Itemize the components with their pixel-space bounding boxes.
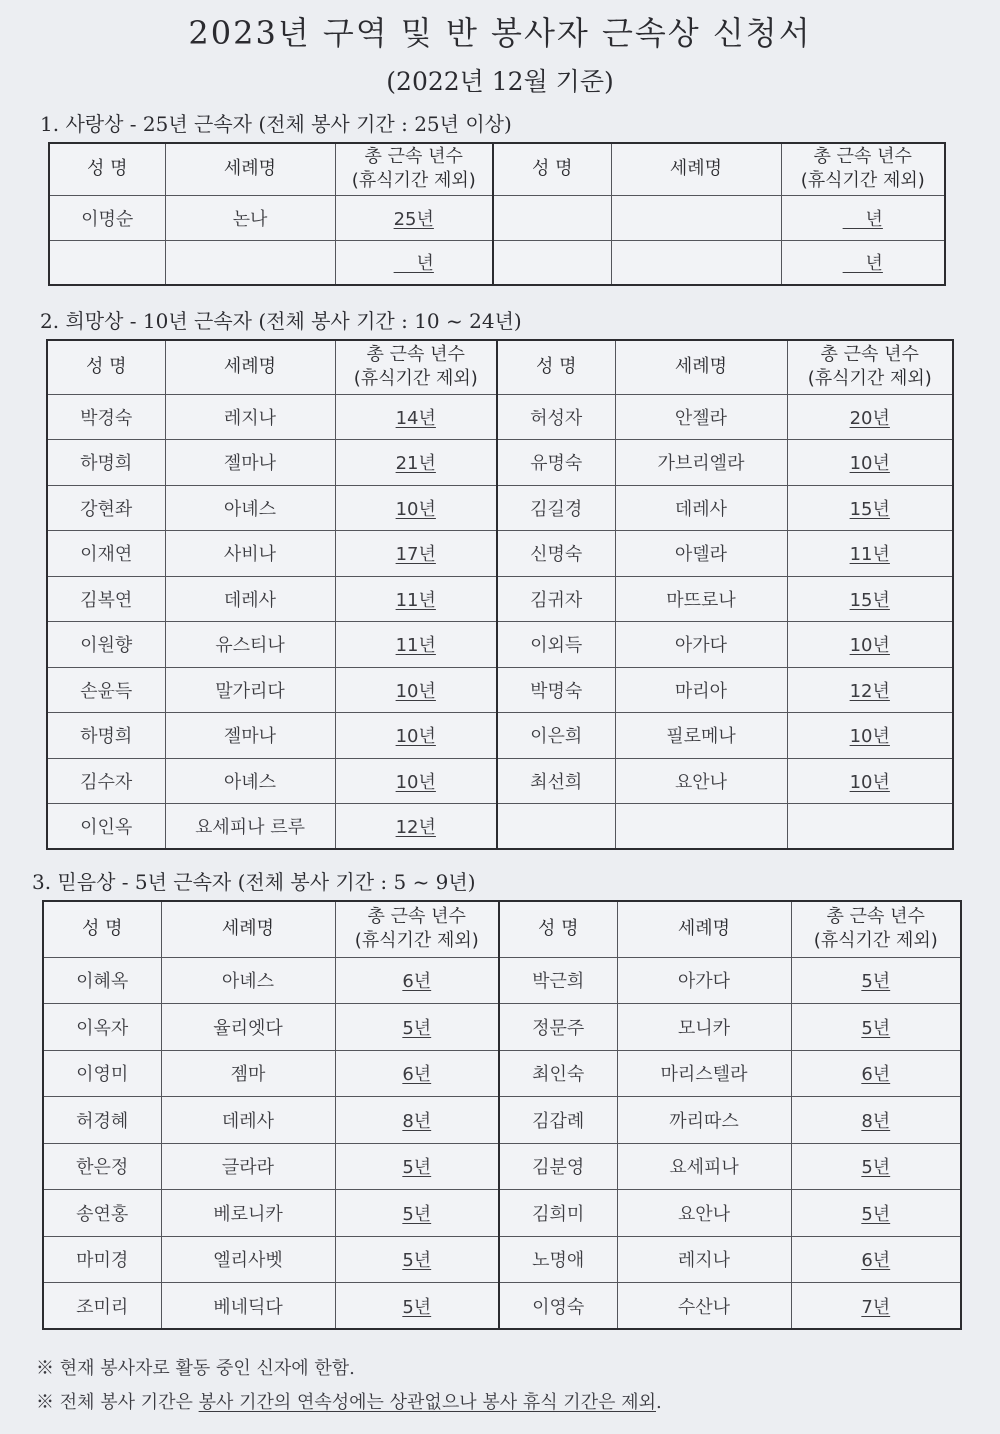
cell-baptism: 요안나 <box>617 1190 791 1237</box>
cell-years <box>335 667 497 713</box>
years-value: 11년 <box>849 544 890 566</box>
years-value: 10년 <box>849 726 890 748</box>
cell-years <box>335 485 497 531</box>
cell-name: 하명희 <box>47 440 165 486</box>
cell-years <box>335 957 499 1004</box>
years-value: 8년 <box>402 1110 432 1132</box>
cell-years <box>791 1283 961 1330</box>
cell-years <box>791 1190 961 1237</box>
table-header-row <box>47 340 953 394</box>
cell-years <box>787 576 953 622</box>
cell-name: 김분영 <box>499 1143 617 1190</box>
cell-baptism: 레지나 <box>165 394 335 440</box>
years-value: 25년 <box>393 208 434 230</box>
cell-years <box>781 240 945 285</box>
table-row <box>47 667 953 713</box>
cell-years <box>335 394 497 440</box>
cell-years <box>791 1004 961 1051</box>
cell-years <box>335 1283 499 1330</box>
cell-baptism: 말가리다 <box>165 667 335 713</box>
cell-baptism: 아가다 <box>617 957 791 1004</box>
header-baptism: 세례명 <box>161 901 335 957</box>
footnote-2-underlined: 봉사 기간의 연속성에는 상관없으나 봉사 휴식 기간은 제외 <box>198 1392 656 1413</box>
years-value: 5년 <box>861 1203 891 1225</box>
cell-name: 김희미 <box>499 1190 617 1237</box>
cell-years <box>791 957 961 1004</box>
cell-baptism: 가브리엘라 <box>615 440 787 486</box>
years-value: 년 <box>393 253 434 275</box>
header-baptism: 세례명 <box>611 143 781 195</box>
cell-years <box>335 713 497 759</box>
years-value: 12년 <box>849 680 890 702</box>
years-value: 5년 <box>402 1203 432 1225</box>
header-name: 성 명 <box>49 143 165 195</box>
years-value: 6년 <box>861 1064 891 1086</box>
cell-years <box>335 1050 499 1097</box>
cell-baptism: 마리아 <box>615 667 787 713</box>
cell-years <box>335 240 493 285</box>
cell-name: 박경숙 <box>47 394 165 440</box>
cell-baptism: 마리스텔라 <box>617 1050 791 1097</box>
cell-baptism: 베네딕다 <box>161 1283 335 1330</box>
cell-name: 이재연 <box>47 531 165 577</box>
years-value: 10년 <box>395 771 436 793</box>
cell-name: 한은정 <box>43 1143 161 1190</box>
cell-years <box>335 195 493 240</box>
section-heading-love: 1. 사랑상 - 25년 근속자 (전체 봉사 기간 : 25년 이상) <box>40 112 512 136</box>
cell-years <box>335 1143 499 1190</box>
header-name: 성 명 <box>493 143 611 195</box>
years-value: 11년 <box>395 589 436 611</box>
header-years-line2: (휴식기간 제외) <box>353 368 478 390</box>
section-table-hope <box>46 339 954 850</box>
cell-baptism: 엘리사벳 <box>161 1236 335 1283</box>
header-name: 성 명 <box>43 901 161 957</box>
cell-name: 최선희 <box>497 758 615 804</box>
cell-years <box>787 531 953 577</box>
table-row <box>47 758 953 804</box>
years-value: 5년 <box>861 1157 891 1179</box>
header-years-line2: (휴식기간 제외) <box>354 930 479 952</box>
cell-years <box>791 1143 961 1190</box>
table-row <box>47 485 953 531</box>
footnote-1: ※ 현재 봉사자로 활동 중인 신자에 한함. <box>36 1358 355 1379</box>
table-body <box>43 901 961 1329</box>
cell-years <box>335 1004 499 1051</box>
table-row <box>49 240 945 285</box>
years-value: 21년 <box>395 453 436 475</box>
header-name: 성 명 <box>497 340 615 394</box>
cell-baptism: 아녜스 <box>161 957 335 1004</box>
cell-baptism: 베로니카 <box>161 1190 335 1237</box>
years-value: 6년 <box>861 1250 891 1272</box>
cell-baptism: 안젤라 <box>615 394 787 440</box>
cell-name: 이인옥 <box>47 804 165 850</box>
years-value: 17년 <box>395 544 436 566</box>
table-row <box>47 440 953 486</box>
cell-baptism: 아가다 <box>615 622 787 668</box>
section-table-love <box>48 142 946 286</box>
table-row <box>47 804 953 850</box>
cell-name: 이혜옥 <box>43 957 161 1004</box>
years-value: 10년 <box>395 498 436 520</box>
header-years <box>787 340 953 394</box>
section-table-faith <box>42 900 962 1330</box>
cell-name: 김수자 <box>47 758 165 804</box>
header-years <box>335 340 497 394</box>
cell-years <box>335 440 497 486</box>
cell-baptism: 논나 <box>165 195 335 240</box>
header-baptism: 세례명 <box>617 901 791 957</box>
table-row <box>43 1143 961 1190</box>
cell-years <box>787 758 953 804</box>
cell-baptism: 젬마 <box>161 1050 335 1097</box>
cell-baptism <box>611 195 781 240</box>
table-header-row <box>43 901 961 957</box>
cell-name: 하명희 <box>47 713 165 759</box>
cell-name: 허경혜 <box>43 1097 161 1144</box>
cell-baptism: 필로메나 <box>615 713 787 759</box>
cell-name: 노명애 <box>499 1236 617 1283</box>
cell-baptism: 데레사 <box>165 576 335 622</box>
cell-name: 손윤득 <box>47 667 165 713</box>
years-value: 7년 <box>861 1296 891 1318</box>
cell-baptism: 모니카 <box>617 1004 791 1051</box>
header-baptism: 세례명 <box>165 340 335 394</box>
header-years-line2: (휴식기간 제외) <box>813 930 938 952</box>
cell-years <box>787 485 953 531</box>
cell-baptism: 아녜스 <box>165 758 335 804</box>
cell-baptism: 데레사 <box>161 1097 335 1144</box>
cell-baptism <box>615 804 787 850</box>
cell-name <box>49 240 165 285</box>
years-value: 6년 <box>402 971 432 993</box>
cell-years <box>335 1190 499 1237</box>
years-value: 5년 <box>861 971 891 993</box>
cell-name: 마미경 <box>43 1236 161 1283</box>
cell-baptism: 요세피나 르루 <box>165 804 335 850</box>
header-years <box>335 901 499 957</box>
years-value: 10년 <box>849 453 890 475</box>
cell-name <box>493 240 611 285</box>
cell-years <box>787 440 953 486</box>
cell-baptism: 사비나 <box>165 531 335 577</box>
years-value: 5년 <box>402 1250 432 1272</box>
cell-years <box>787 667 953 713</box>
cell-name: 송연홍 <box>43 1190 161 1237</box>
cell-years <box>781 195 945 240</box>
header-years-line1: 총 근속 년수 <box>813 146 912 168</box>
footnote-2 <box>36 1388 662 1414</box>
years-value: 년 <box>842 208 883 230</box>
page-title: 2023년 구역 및 반 봉사자 근속상 신청서 <box>188 14 812 52</box>
cell-baptism: 데레사 <box>615 485 787 531</box>
years-value: 5년 <box>402 1157 432 1179</box>
cell-baptism: 글라라 <box>161 1143 335 1190</box>
header-baptism: 세례명 <box>165 143 335 195</box>
cell-name <box>497 804 615 850</box>
cell-baptism: 율리엣다 <box>161 1004 335 1051</box>
cell-baptism: 요안나 <box>615 758 787 804</box>
header-years-line1: 총 근속 년수 <box>820 344 919 366</box>
years-value: 년 <box>842 253 883 275</box>
years-value: 10년 <box>395 726 436 748</box>
cell-name: 박명숙 <box>497 667 615 713</box>
cell-years <box>787 804 953 850</box>
cell-years <box>791 1097 961 1144</box>
header-years-line1: 총 근속 년수 <box>367 906 466 928</box>
cell-baptism: 마뜨로나 <box>615 576 787 622</box>
cell-name: 이외득 <box>497 622 615 668</box>
section-heading-faith: 3. 믿음상 - 5년 근속자 (전체 봉사 기간 : 5 ~ 9년) <box>32 870 476 894</box>
header-years-line1: 총 근속 년수 <box>826 906 925 928</box>
header-name: 성 명 <box>47 340 165 394</box>
years-value: 14년 <box>395 407 436 429</box>
table-row <box>47 713 953 759</box>
table-row <box>47 394 953 440</box>
cell-name: 이명순 <box>49 195 165 240</box>
page-subtitle: (2022년 12월 기준) <box>386 67 614 96</box>
cell-baptism: 까리따스 <box>617 1097 791 1144</box>
table-body <box>49 143 945 285</box>
header-years-line2: (휴식기간 제외) <box>807 368 932 390</box>
cell-name: 정문주 <box>499 1004 617 1051</box>
table-header-row <box>49 143 945 195</box>
years-value: 15년 <box>849 498 890 520</box>
cell-name: 박근희 <box>499 957 617 1004</box>
cell-name: 이옥자 <box>43 1004 161 1051</box>
cell-years <box>787 713 953 759</box>
header-baptism: 세례명 <box>615 340 787 394</box>
cell-baptism: 아녜스 <box>165 485 335 531</box>
cell-name: 신명숙 <box>497 531 615 577</box>
cell-name: 김길경 <box>497 485 615 531</box>
cell-years <box>787 394 953 440</box>
cell-years <box>787 622 953 668</box>
header-years <box>335 143 493 195</box>
header-years-line1: 총 근속 년수 <box>366 344 465 366</box>
table-row <box>47 576 953 622</box>
header-years <box>781 143 945 195</box>
cell-years <box>791 1050 961 1097</box>
table-row <box>43 1050 961 1097</box>
years-value: 5년 <box>861 1017 891 1039</box>
years-value: 20년 <box>849 407 890 429</box>
table-row <box>49 195 945 240</box>
table-row <box>43 1236 961 1283</box>
years-value: 10년 <box>849 635 890 657</box>
cell-name: 유명숙 <box>497 440 615 486</box>
cell-name: 허성자 <box>497 394 615 440</box>
header-name: 성 명 <box>499 901 617 957</box>
table-row <box>43 1283 961 1330</box>
years-value: 12년 <box>395 817 436 838</box>
cell-name: 이영미 <box>43 1050 161 1097</box>
years-value: 10년 <box>849 771 890 793</box>
cell-name: 조미리 <box>43 1283 161 1330</box>
cell-years <box>791 1236 961 1283</box>
table-row <box>43 1190 961 1237</box>
years-value: 11년 <box>395 635 436 657</box>
cell-name: 이원향 <box>47 622 165 668</box>
cell-baptism: 유스티나 <box>165 622 335 668</box>
years-value: 15년 <box>849 589 890 611</box>
cell-name: 이영숙 <box>499 1283 617 1330</box>
years-value: 5년 <box>402 1017 432 1039</box>
cell-name: 김귀자 <box>497 576 615 622</box>
table-row <box>43 1097 961 1144</box>
cell-name: 최인숙 <box>499 1050 617 1097</box>
cell-baptism <box>165 240 335 285</box>
table-row <box>47 622 953 668</box>
cell-years <box>335 622 497 668</box>
years-value: 5년 <box>402 1296 432 1318</box>
cell-name: 김갑례 <box>499 1097 617 1144</box>
cell-baptism: 젤마나 <box>165 440 335 486</box>
header-years <box>791 901 961 957</box>
cell-years <box>335 576 497 622</box>
cell-name: 강현좌 <box>47 485 165 531</box>
cell-baptism: 젤마나 <box>165 713 335 759</box>
header-years-line2: (휴식기간 제외) <box>351 170 476 192</box>
footnote-2-prefix: ※ 전체 봉사 기간은 <box>36 1392 199 1413</box>
cell-baptism: 요세피나 <box>617 1143 791 1190</box>
cell-years <box>335 1236 499 1283</box>
cell-baptism: 수산나 <box>617 1283 791 1330</box>
years-value: 8년 <box>861 1110 891 1132</box>
years-value: 10년 <box>395 680 436 702</box>
cell-years <box>335 804 497 850</box>
cell-name <box>493 195 611 240</box>
section-heading-hope: 2. 희망상 - 10년 근속자 (전체 봉사 기간 : 10 ~ 24년) <box>40 309 522 333</box>
footnote-2-suffix: . <box>655 1392 662 1413</box>
years-value: 6년 <box>402 1064 432 1086</box>
table-body <box>47 340 953 849</box>
table-row <box>47 531 953 577</box>
table-row <box>43 957 961 1004</box>
header-years-line2: (휴식기간 제외) <box>800 170 925 192</box>
cell-years <box>335 758 497 804</box>
cell-years <box>335 531 497 577</box>
cell-years <box>335 1097 499 1144</box>
header-years-line1: 총 근속 년수 <box>364 146 463 168</box>
cell-baptism: 레지나 <box>617 1236 791 1283</box>
cell-baptism: 아델라 <box>615 531 787 577</box>
table-row <box>43 1004 961 1051</box>
cell-name: 이은희 <box>497 713 615 759</box>
cell-baptism <box>611 240 781 285</box>
cell-name: 김복연 <box>47 576 165 622</box>
